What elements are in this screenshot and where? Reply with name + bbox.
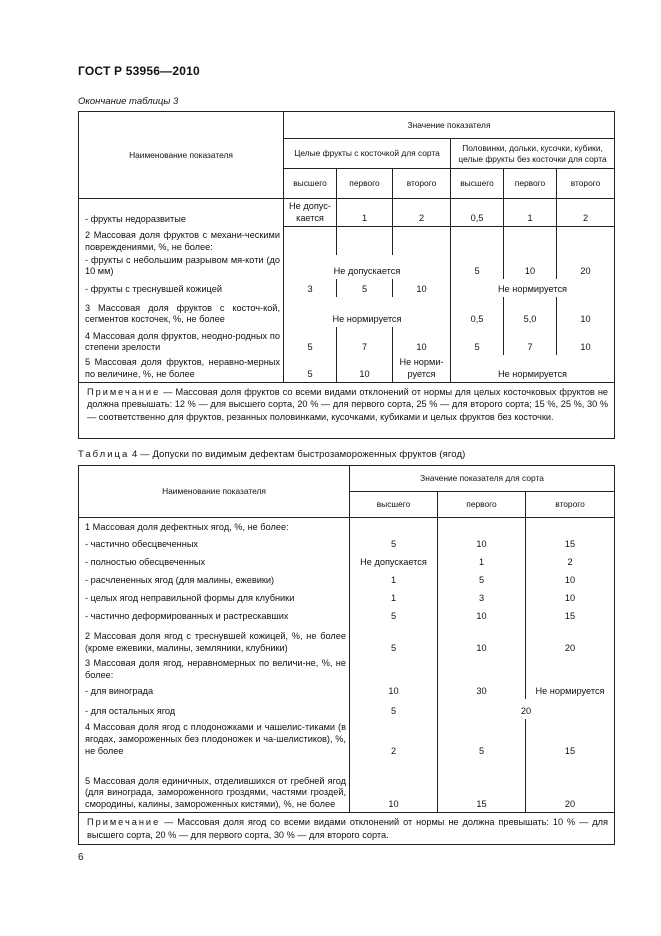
cell-value: 7 bbox=[337, 327, 393, 355]
page-number: 6 bbox=[78, 852, 84, 863]
cell-value: 5 bbox=[451, 327, 504, 355]
cell-value: 5 bbox=[438, 719, 526, 759]
cell-value: 30 bbox=[438, 683, 526, 699]
cell-value: 1 bbox=[504, 199, 557, 227]
cell-value: 5 bbox=[350, 535, 438, 552]
cell-value: 10 bbox=[557, 297, 615, 327]
cell-value: 20 bbox=[526, 624, 615, 656]
table-4 bbox=[78, 465, 615, 845]
row-name: - фрукты с треснувшей кожицей bbox=[79, 279, 284, 297]
cell-value: 2 bbox=[557, 199, 615, 227]
cell-value: 3 bbox=[284, 279, 337, 297]
cell-value: 15 bbox=[526, 606, 615, 624]
table3-grade: высшего bbox=[284, 169, 337, 199]
row-name: - фрукты с небольшим разрывом мя-коти (до 10 мм) bbox=[79, 255, 284, 280]
cell-value: 0,5 bbox=[451, 199, 504, 227]
row-name: 4 Массовая доля фруктов, неодно-родных по степени зрелости bbox=[79, 327, 284, 355]
table3-grade: первого bbox=[504, 169, 557, 199]
cell-value: 5 bbox=[438, 570, 526, 588]
cell-value: 2 bbox=[393, 199, 451, 227]
cell-value: 3 bbox=[438, 588, 526, 606]
cell-value: Не нормируется bbox=[284, 297, 451, 327]
cell-value: 1 bbox=[438, 552, 526, 570]
note-label: Примечание bbox=[87, 817, 161, 827]
table-row bbox=[79, 518, 615, 535]
cell-value: 20 bbox=[557, 255, 615, 280]
cell-value: 5 bbox=[337, 279, 393, 297]
row-name: 2 Массовая доля фруктов с механи-ческими повреждениями, %, не более: bbox=[79, 227, 284, 255]
cell-value: 5 bbox=[284, 355, 337, 382]
cell-value: 15 bbox=[438, 759, 526, 813]
cell-value: 5 bbox=[350, 699, 438, 719]
table-row bbox=[79, 227, 615, 255]
table-row bbox=[79, 699, 615, 719]
note-label: Примечание bbox=[87, 386, 161, 397]
row-name: - для винограда bbox=[79, 683, 350, 699]
table4-caption bbox=[78, 449, 465, 460]
table-row bbox=[79, 297, 615, 327]
table4-note bbox=[79, 813, 615, 845]
cell-value: Не нормируется bbox=[451, 355, 615, 382]
table3-grade: второго bbox=[557, 169, 615, 199]
table3-grade: второго bbox=[393, 169, 451, 199]
cell-value: Не нормируется bbox=[451, 279, 615, 297]
cell-value: 10 bbox=[393, 327, 451, 355]
cell-value: Не нормируется bbox=[526, 683, 615, 699]
row-name: 3 Массовая доля ягод, неравномерных по величи-не, %, не более: bbox=[79, 656, 350, 683]
table-row bbox=[79, 656, 615, 683]
table-row bbox=[79, 535, 615, 552]
cell-value: 10 bbox=[438, 606, 526, 624]
table3-header-name: Наименование показателя bbox=[79, 112, 284, 199]
cell-value: 10 bbox=[557, 327, 615, 355]
table-row bbox=[79, 355, 615, 382]
cell-value: Не норми-руется bbox=[393, 355, 451, 382]
cell-value: 10 bbox=[350, 759, 438, 813]
table3-header-group1: Целые фрукты с косточкой для сорта bbox=[284, 139, 451, 169]
table3-header-value: Значение показателя bbox=[284, 112, 615, 139]
cell-value: 1 bbox=[337, 199, 393, 227]
cell-value: 5 bbox=[451, 255, 504, 280]
table4-grade: высшего bbox=[350, 492, 438, 518]
document-code: ГОСТ Р 53956—2010 bbox=[78, 64, 200, 78]
table-row bbox=[79, 719, 615, 759]
table-3 bbox=[78, 111, 615, 439]
cell-value: 10 bbox=[393, 279, 451, 297]
table-row bbox=[79, 588, 615, 606]
cell-value: 10 bbox=[438, 535, 526, 552]
table4-grade: второго bbox=[526, 492, 615, 518]
row-name: - частично обесцвеченных bbox=[79, 535, 350, 552]
row-name: 2 Массовая доля ягод с треснувшей кожицей, %, не более (кроме ежевики, малины, земляники, клубники) bbox=[79, 624, 350, 656]
table4-header-name: Наименование показателя bbox=[79, 466, 350, 518]
table3-grade: высшего bbox=[451, 169, 504, 199]
table4-caption-text: 4 — Допуски по видимым дефектам быстрозамороженных фруктов (ягод) bbox=[129, 449, 466, 460]
table4-caption-label: Таблица bbox=[78, 449, 130, 460]
table-row bbox=[79, 199, 615, 227]
cell-value: 5,0 bbox=[504, 297, 557, 327]
table-row bbox=[79, 327, 615, 355]
table4-grade: первого bbox=[438, 492, 526, 518]
cell-value: 2 bbox=[526, 552, 615, 570]
table-row bbox=[79, 624, 615, 656]
table3-grade: первого bbox=[337, 169, 393, 199]
note-text: — Массовая доля фруктов со всеми видами отклонений от нормы для целых косточковых фруктов не должна превышать: 12 % — для высшего сорта, 20 % — для первого сорта, 25 % — для второго сорта; 15 %, 25 %, 30 % — соответственно для фруктов, резанных половинками, кусочками, кубиками и целых фруктов без косточки. bbox=[87, 386, 609, 422]
table-row bbox=[79, 552, 615, 570]
row-name: - для остальных ягод bbox=[79, 699, 350, 719]
table-row bbox=[79, 606, 615, 624]
cell-value: 1 bbox=[350, 588, 438, 606]
cell-value: 10 bbox=[526, 588, 615, 606]
cell-value: 10 bbox=[350, 683, 438, 699]
row-name: - целых ягод неправильной формы для клубники bbox=[79, 588, 350, 606]
table-row bbox=[79, 759, 615, 813]
cell-value: 10 bbox=[526, 570, 615, 588]
table4-header-value: Значение показателя для сорта bbox=[350, 466, 615, 492]
cell-value: 1 bbox=[350, 570, 438, 588]
cell-value: 15 bbox=[526, 719, 615, 759]
table3-note bbox=[79, 382, 615, 438]
row-name: - фрукты недоразвитые bbox=[79, 199, 284, 227]
row-name: - расчлененных ягод (для малины, ежевики) bbox=[79, 570, 350, 588]
cell-value: 20 bbox=[526, 759, 615, 813]
cell-value: 0,5 bbox=[451, 297, 504, 327]
cell-value: 10 bbox=[337, 355, 393, 382]
cell-value: 2 bbox=[350, 719, 438, 759]
cell-value: 5 bbox=[350, 606, 438, 624]
cell-value: Не допускается bbox=[284, 255, 451, 280]
table-row bbox=[79, 683, 615, 699]
row-name: 1 Массовая доля дефектных ягод, %, не более: bbox=[79, 518, 350, 535]
cell-value: 10 bbox=[504, 255, 557, 280]
cell-value: 10 bbox=[438, 624, 526, 656]
row-name: - частично деформированных и растрескавших bbox=[79, 606, 350, 624]
cell-value: 5 bbox=[284, 327, 337, 355]
row-name: - полностью обесцвеченных bbox=[79, 552, 350, 570]
table3-caption: Окончание таблицы 3 bbox=[78, 96, 179, 107]
row-name: 4 Массовая доля ягод с плодоножками и чашелис-тиками (в ягодах, замороженных без плодоножек и ча-шелистиков), %, не более bbox=[79, 719, 350, 759]
row-name: 3 Массовая доля фруктов с косточ-кой, сегментов косточек, %, не более bbox=[79, 297, 284, 327]
table-row bbox=[79, 570, 615, 588]
table-row bbox=[79, 255, 615, 280]
cell-value: 20 bbox=[438, 699, 615, 719]
table3-header-group2: Половинки, дольки, кусочки, кубики, целые фрукты без косточки для сорта bbox=[451, 139, 615, 169]
row-name: 5 Массовая доля единичных, отделившихся от гребней ягод (для винограда, замороженного гроздями, частями гроздей, смородины, калины, замороженных кистями), %, не более bbox=[79, 759, 350, 813]
cell-value: Не допус-кается bbox=[284, 199, 337, 227]
cell-value: 5 bbox=[350, 624, 438, 656]
cell-value: Не допускается bbox=[350, 552, 438, 570]
note-text: — Массовая доля ягод со всеми видами отклонений от нормы не должна превышать: 10 % — для высшего сорта, 20 % — для первого сорта, 30 % — для второго сорта. bbox=[87, 817, 609, 840]
row-name: 5 Массовая доля фруктов, неравно-мерных по величине, %, не более bbox=[79, 355, 284, 382]
cell-value: 15 bbox=[526, 535, 615, 552]
table-row bbox=[79, 279, 615, 297]
cell-value: 7 bbox=[504, 327, 557, 355]
